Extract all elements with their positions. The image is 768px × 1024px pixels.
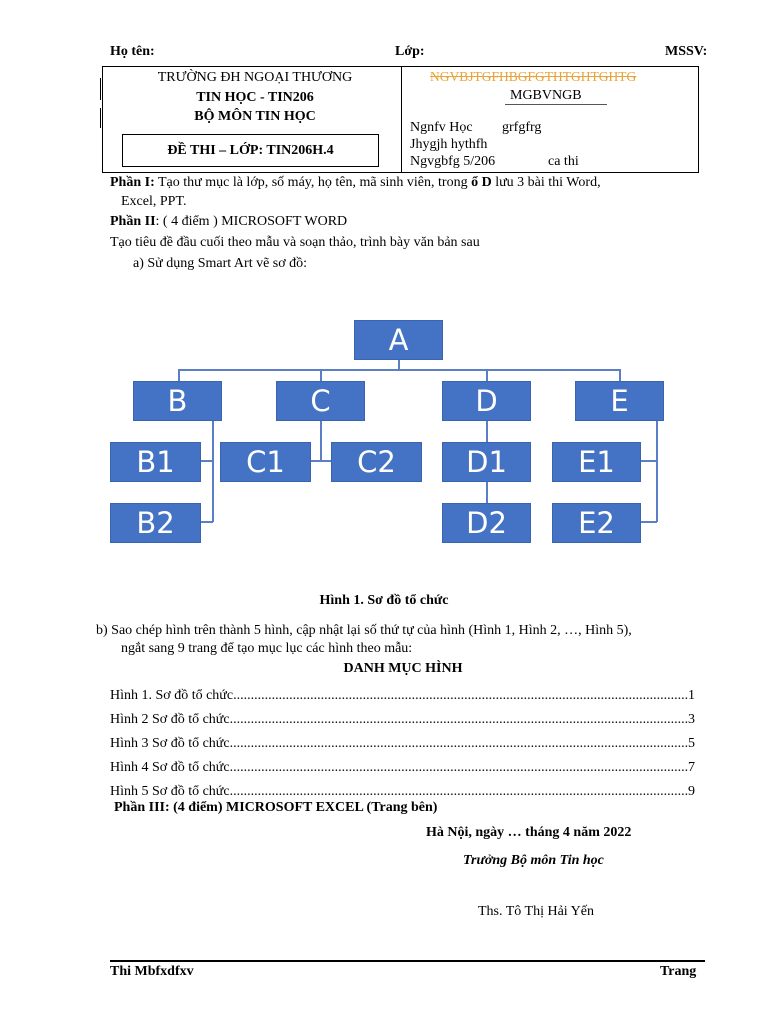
info-line3-b: ca thi bbox=[548, 154, 579, 169]
toc-entry-page: 9 bbox=[688, 784, 695, 799]
org-node-b1: B1 bbox=[110, 442, 201, 482]
connector bbox=[310, 460, 332, 462]
org-node-d1: D1 bbox=[442, 442, 531, 482]
toc-entry-page: 7 bbox=[688, 760, 695, 775]
signature-date: Hà Nội, ngày … tháng 4 năm 2022 bbox=[426, 825, 632, 840]
info-box-divider bbox=[401, 66, 402, 173]
org-node-e: E bbox=[575, 381, 664, 421]
part2-instruction: Tạo tiêu đề đầu cuối theo mẫu và soạn thảo, trình bày văn bản sau bbox=[110, 235, 480, 250]
connector bbox=[641, 460, 657, 462]
class-code: MGBVNGB bbox=[510, 88, 582, 103]
connector bbox=[320, 420, 322, 462]
exam-title: ĐỀ THI – LỚP: TIN206H.4 bbox=[167, 143, 334, 158]
org-node-c: C bbox=[276, 381, 365, 421]
connector bbox=[320, 369, 322, 381]
signature-role: Trưởng Bộ môn Tin học bbox=[463, 853, 604, 868]
org-node-c1: C1 bbox=[220, 442, 311, 482]
item-b-line1: b) Sao chép hình trên thành 5 hình, cập nhật lại số thứ tự của hình (Hình 1, Hình 2, …, Hình 5), bbox=[96, 623, 632, 638]
toc-leader bbox=[230, 712, 688, 728]
toc-leader bbox=[233, 688, 688, 704]
toc-entry-label: Hình 4 Sơ đồ tổ chức bbox=[110, 760, 230, 775]
org-node-d: D bbox=[442, 381, 531, 421]
toc-entry[interactable] bbox=[110, 732, 695, 752]
class-label: Lớp: bbox=[395, 44, 425, 59]
part1-drive: ổ D bbox=[471, 175, 492, 190]
university-name: TRƯỜNG ĐH NGOẠI THƯƠNG bbox=[157, 70, 353, 85]
org-node-a: A bbox=[354, 320, 443, 360]
connector bbox=[486, 482, 488, 504]
margin-mark bbox=[100, 108, 101, 128]
part2-text: : ( 4 điểm ) MICROSOFT WORD bbox=[155, 214, 348, 229]
toc-title: DANH MỤC HÌNH bbox=[343, 661, 463, 676]
connector bbox=[201, 460, 213, 462]
toc-entry[interactable] bbox=[110, 708, 695, 728]
toc-entry-label: Hình 3 Sơ đồ tổ chức bbox=[110, 736, 230, 751]
signature-name: Ths. Tô Thị Hải Yến bbox=[478, 904, 595, 919]
info-line1-b: grfgfrg bbox=[502, 120, 542, 135]
toc-entry-label: Hình 1. Sơ đồ tổ chức bbox=[110, 688, 234, 703]
connector bbox=[619, 369, 621, 381]
toc-entry[interactable] bbox=[110, 756, 695, 776]
info-line3-a: Ngvgbfg 5/206 bbox=[410, 154, 496, 169]
struck-code: NGVBJTGFHBGFGTHTGHTGHTG bbox=[430, 69, 637, 84]
connector bbox=[178, 369, 620, 371]
org-node-b2: B2 bbox=[110, 503, 201, 543]
footer-rule bbox=[110, 960, 705, 962]
part1-text-c: Excel, PPT. bbox=[121, 194, 187, 209]
toc-leader bbox=[230, 784, 688, 800]
toc-leader bbox=[230, 736, 688, 752]
toc-entry[interactable] bbox=[110, 684, 695, 704]
toc-entry-page: 3 bbox=[688, 712, 695, 727]
part2-item-a: a) Sử dụng Smart Art vẽ sơ đồ: bbox=[133, 256, 308, 271]
student-id-label: MSSV: bbox=[665, 44, 708, 59]
part1-label: Phần I: bbox=[110, 175, 155, 190]
figure-caption: Hình 1. Sơ đồ tổ chức bbox=[319, 593, 449, 608]
connector bbox=[178, 369, 180, 381]
department-name: BỘ MÔN TIN HỌC bbox=[194, 109, 316, 124]
code-underline bbox=[505, 104, 607, 105]
part2-heading bbox=[110, 214, 347, 230]
org-node-e1: E1 bbox=[552, 442, 641, 482]
org-node-b: B bbox=[133, 381, 222, 421]
part2-label: Phần II bbox=[110, 214, 156, 229]
org-node-d2: D2 bbox=[442, 503, 531, 543]
info-line2: Jhygjh hythfh bbox=[410, 137, 488, 152]
item-b-line2: ngắt sang 9 trang để tạo mục lục các hình theo mẫu: bbox=[121, 641, 413, 656]
connector bbox=[212, 420, 214, 522]
toc-leader bbox=[230, 760, 688, 776]
org-node-c2: C2 bbox=[331, 442, 422, 482]
part3-heading: Phần III: (4 điểm) MICROSOFT EXCEL (Trang bên) bbox=[114, 800, 438, 815]
toc-entry-page: 5 bbox=[688, 736, 695, 751]
toc-entry[interactable] bbox=[110, 780, 695, 800]
toc-entry-page: 1 bbox=[688, 688, 695, 703]
footer-right: Trang bbox=[660, 964, 697, 979]
toc-entry-label: Hình 5 Sơ đồ tổ chức bbox=[110, 784, 230, 799]
info-line1-a: Ngnfv Học bbox=[410, 120, 473, 135]
part1-text-a: Tạo thư mục là lớp, số máy, họ tên, mã sinh viên, trong bbox=[154, 175, 472, 190]
connector bbox=[486, 420, 488, 442]
org-node-e2: E2 bbox=[552, 503, 641, 543]
course-name: TIN HỌC - TIN206 bbox=[196, 90, 314, 105]
connector bbox=[201, 521, 213, 523]
footer-left: Thi Mbfxdfxv bbox=[110, 964, 194, 979]
connector bbox=[486, 369, 488, 381]
part1-text-b: lưu 3 bài thi Word, bbox=[491, 175, 601, 190]
connector bbox=[656, 420, 658, 522]
connector bbox=[641, 521, 657, 523]
toc-entry-label: Hình 2 Sơ đồ tổ chức bbox=[110, 712, 230, 727]
margin-mark bbox=[100, 78, 101, 100]
name-label: Họ tên: bbox=[110, 44, 155, 59]
part1-paragraph bbox=[110, 175, 695, 191]
